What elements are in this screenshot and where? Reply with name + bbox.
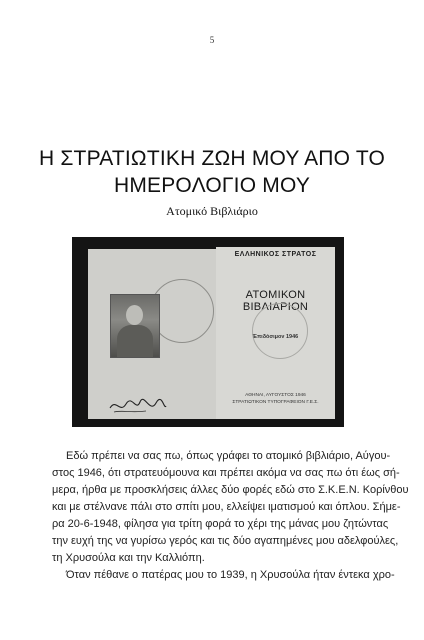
portrait-head [126,305,143,325]
subtitle: Ατομικό Βιβλιάριο [166,204,258,218]
imprint-line-2: ΣΤΡΑΤΙΩΤΙΚΟΝ ΤΥΠΟΓΡΑΦΕΙΟΝ Γ.Ε.Σ. [232,399,319,405]
faint-text-1 [224,271,327,277]
stamp-right [252,303,308,359]
faint-text-2 [224,278,327,284]
soldier-portrait [110,294,160,358]
booklet-right-page [216,247,335,419]
portrait-body [117,325,153,357]
body-paragraph [52,448,409,584]
signature-scribble [106,394,168,418]
paragraph-line: ρα 20-6-1948, φίλησα για τρίτη φορά το χέρι της μάνας μου ζητώντας [52,518,389,530]
paragraph-line: και με στέλνανε πάλι στο σπίτι μου, ελλείψει ιματισμού και όπλου. Σήμε- [52,501,401,513]
paragraph-line: την ευχή της να γυρίσω γερός και τις δύο αγαπημένες μου αδελφούλες, [52,535,399,547]
chapter-title-line-2: ΗΜΕΡΟΛΟΓΙΟ ΜΟΥ [113,174,311,197]
booklet-title: ΑΤΟΜΙΚΟΝ ΒΙΒΛΙΑΡΙΟΝ [242,289,309,313]
paragraph-line: στος 1946, ότι στρατευόμουνα και πρέπει ακόμα να σας πω ότι έως σή- [52,467,400,479]
photo-caption [108,359,160,364]
paragraph-line: τη Χρυσούλα και την Καλλιόπη. [52,552,205,564]
chapter-title [0,145,424,199]
booklet-photo [72,237,344,427]
paragraph-line: μερα, ήρθα με προσκλήσεις άλλες δύο φορές εδώ στο Σ.Κ.Ε.Ν. Κορίνθου [52,484,409,496]
booklet-left-page [88,249,217,419]
paragraph-line: Όταν πέθανε ο πατέρας μου το 1939, η Χρυσούλα ήταν έντεκα χρο- [66,569,395,581]
booklet-header: ΕΛΛΗΝΙΚΟΣ ΣΤΡΑΤΟΣ [234,251,317,258]
booklet-imprint [216,393,335,406]
chapter-title-line-1: Η ΣΤΡΑΤΙΩΤΙΚΗ ΖΩΗ ΜΟΥ ΑΠΟ ΤΟ [38,147,386,170]
paragraph-line: Εδώ πρέπει να σας πω, όπως γράφει το ατομικό βιβλιάριο, Αύγου- [66,450,391,462]
imprint-line-1: ΑΘΗΝΑΙ, ΑΥΓΟΥΣΤΟΣ 1946 [245,393,306,398]
booklet-edition: Ἐπιδόσιμον 1946 [252,334,299,340]
page-number: 5 [209,35,215,45]
